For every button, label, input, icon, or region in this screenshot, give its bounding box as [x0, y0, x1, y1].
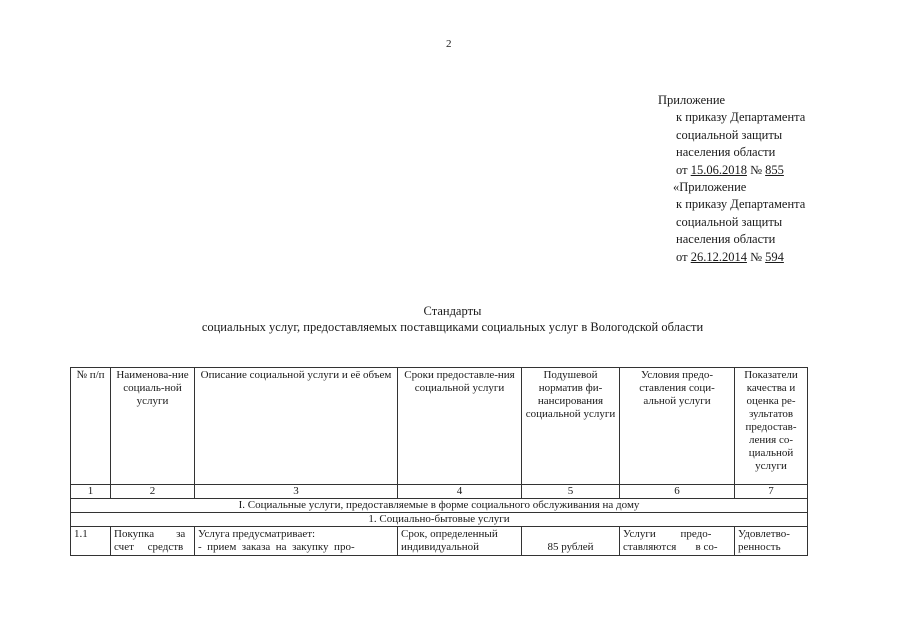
cell-line: Покупка за: [114, 528, 186, 540]
table-row: [71, 527, 808, 556]
column-number: 7: [735, 485, 808, 499]
appendix-line: социальной защиты: [676, 214, 783, 229]
column-number: 5: [522, 485, 620, 499]
appendix-line: населения области: [676, 145, 776, 160]
order-number: 855: [765, 162, 784, 177]
cell-line: индивидуальной: [401, 541, 480, 553]
appendix-line: Приложение: [658, 93, 726, 107]
table-header-row: [71, 368, 808, 485]
header-cell: № п/п: [71, 368, 111, 485]
cell-line: ренность: [738, 541, 781, 553]
order-date: 15.06.2018: [690, 162, 747, 177]
service-quality: [735, 527, 808, 556]
cell-line: ставляются в со-: [623, 541, 718, 553]
order-number: 594: [765, 249, 784, 264]
cell-line: счет средств: [114, 541, 184, 553]
order-reference-1: [658, 162, 805, 179]
document-title: Стандарты: [423, 304, 482, 318]
column-number: 4: [398, 485, 522, 499]
cell-line: Услуги предо-: [623, 528, 712, 540]
appendix-line: социальной защиты: [676, 127, 783, 142]
appendix-line: к приказу Департамента: [676, 197, 806, 212]
order-number-sign: №: [746, 162, 766, 177]
header-cell: Описание социальной услуги и её объем: [195, 368, 398, 485]
cell-line: Срок, определенный: [401, 528, 498, 540]
column-number: 3: [195, 485, 398, 499]
service-description: [195, 527, 398, 556]
header-cell: Показатели качества и оценка ре-зультатов предостав-ления со-циальной услуги: [735, 368, 808, 485]
order-number-sign: №: [746, 249, 766, 264]
subsection-heading: 1. Социально-бытовые услуги: [71, 513, 808, 527]
section-heading: I. Социальные услуги, предоставляемые в форме социального обслуживания на дому: [71, 499, 808, 513]
appendix-line: к приказу Департамента: [676, 110, 806, 125]
appendix-line: «Приложение: [673, 180, 747, 195]
standards-table: [70, 367, 808, 556]
service-conditions: [620, 527, 735, 556]
appendix-block: [658, 92, 805, 266]
document-subtitle: социальных услуг, предоставляемых поставщиками социальных услуг в Вологодской области: [201, 320, 704, 334]
page-number: 2: [446, 38, 452, 50]
header-cell: Сроки предоставле-ния социальной услуги: [398, 368, 522, 485]
service-term: [398, 527, 522, 556]
order-prefix: от: [676, 249, 691, 264]
column-number: 1: [71, 485, 111, 499]
service-norm: 85 рублей: [522, 527, 620, 556]
subsection-row: [71, 513, 808, 527]
column-number: 6: [620, 485, 735, 499]
service-name: [111, 527, 195, 556]
cell-line: Удовлетво-: [738, 528, 790, 540]
header-cell: Наименова-ние социаль-ной услуги: [111, 368, 195, 485]
appendix-line: населения области: [676, 232, 776, 247]
order-prefix: от: [676, 162, 691, 177]
order-reference-2: [658, 249, 805, 266]
cell-line: Услуга предусматривает:: [198, 528, 316, 540]
column-number-row: [71, 485, 808, 499]
cell-line: - прием заказа на закупку про-: [198, 541, 355, 553]
row-number: 1.1: [71, 527, 111, 556]
column-number: 2: [111, 485, 195, 499]
header-cell: Условия предо-ставления соци-альной услуги: [620, 368, 735, 485]
section-row: [71, 499, 808, 513]
order-date: 26.12.2014: [690, 249, 747, 264]
header-cell: Подушевой норматив фи-нансирования социальной услуги: [522, 368, 620, 485]
